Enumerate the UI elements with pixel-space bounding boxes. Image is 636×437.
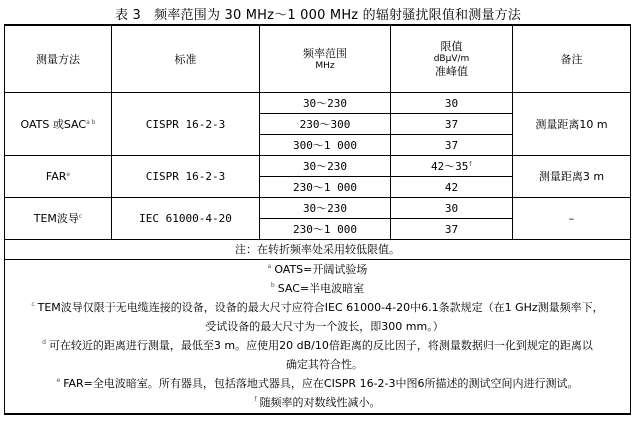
header-limit bbox=[391, 25, 513, 93]
frequency-cell: 30～230 bbox=[260, 198, 391, 219]
note-row bbox=[5, 240, 631, 260]
header-limit-label: 限值 bbox=[440, 40, 463, 53]
standard-cell: CISPR 16-2-3 bbox=[112, 93, 260, 156]
frequency-cell: 30～230 bbox=[260, 93, 391, 114]
method-footnote-mark: c bbox=[78, 213, 83, 220]
table-title: 表 3 频率范围为 30 MHz～1 000 MHz 的辐射骚扰限值和测量方法 bbox=[114, 8, 522, 23]
header-method: 测量方法 bbox=[5, 25, 112, 93]
standard-cell: IEC 61000-4-20 bbox=[112, 198, 260, 240]
footnote: $^e$ FAR=全电波暗室。所有器具，包括落地式器具，应在CISPR 16-2-3中图6所描述的测试空间内进行测试。 bbox=[56, 377, 579, 390]
header-frequency bbox=[260, 25, 391, 93]
frequency-cell: 30～230 bbox=[260, 156, 391, 177]
limit-cell: 42～35$^f$ bbox=[391, 156, 513, 177]
table-row bbox=[5, 93, 631, 114]
limit-cell: 37 bbox=[391, 219, 513, 240]
footnote: $^f$ 随频率的对数线性减小。 bbox=[254, 396, 381, 409]
footnotes bbox=[5, 260, 631, 415]
header-remark: 备注 bbox=[513, 25, 631, 93]
footnote: $^c$ TEM波导仅限于无电缆连接的设备，设备的最大尺寸应符合IEC 61000-4-20中6.1条款规定（在1 GHz测量频率下， bbox=[31, 301, 604, 314]
header-frequency-label: 频率范围 bbox=[303, 46, 347, 60]
header-limit-unit: dBμV/m bbox=[433, 54, 470, 64]
remark-cell: 测量距离10 m bbox=[513, 93, 631, 156]
limit-cell: 37 bbox=[391, 135, 513, 156]
limit-cell: 42 bbox=[391, 177, 513, 198]
table-row bbox=[5, 198, 631, 219]
header-row bbox=[5, 25, 631, 93]
header-standard: 标准 bbox=[112, 25, 260, 93]
limits-table bbox=[4, 24, 631, 415]
header-frequency-unit: MHz bbox=[315, 60, 335, 71]
note-main: 注：在转折频率处采用较低限值。 bbox=[5, 240, 631, 260]
limit-footnote-mark: f bbox=[468, 160, 473, 168]
method-cell: TEM波导$^c$ bbox=[5, 198, 112, 240]
footnote: $^d$ 可在较近的距离进行测量，最低至3 m。应使用20 dB/10倍距离的反比因子，将测量数据归一化到规定的距离以 bbox=[42, 339, 593, 352]
footnote-continuation: 确定其符合性。 bbox=[286, 358, 363, 371]
frequency-cell: 300～1 000 bbox=[260, 135, 391, 156]
header-limit-type: 准峰值 bbox=[435, 65, 468, 78]
method-footnote-mark: a b bbox=[86, 118, 96, 126]
footnote: $^a$ OATS=开阔试验场 bbox=[267, 263, 368, 276]
method-footnote-mark: e bbox=[66, 171, 71, 178]
footnote: $^b$ SAC=半电波暗室 bbox=[270, 282, 365, 295]
frequency-cell: 230～1 000 bbox=[260, 177, 391, 198]
frequency-cell: 230～300 bbox=[260, 114, 391, 135]
limit-cell: 30 bbox=[391, 198, 513, 219]
remark-cell: 测量距离3 m bbox=[513, 156, 631, 198]
frequency-cell: 230～1 000 bbox=[260, 219, 391, 240]
standard-cell: CISPR 16-2-3 bbox=[112, 156, 260, 198]
method-cell: OATS 或$SAC^{a b}$ bbox=[5, 93, 112, 156]
limit-cell: 30 bbox=[391, 93, 513, 114]
footnote-continuation: 受试设备的最大尺寸为一个波长，即300 mm。） bbox=[205, 320, 444, 333]
table-row bbox=[5, 156, 631, 177]
footnotes-row bbox=[5, 260, 631, 415]
remark-cell: – bbox=[513, 198, 631, 240]
method-cell: FAR$^e$ bbox=[5, 156, 112, 198]
limit-cell: 37 bbox=[391, 114, 513, 135]
